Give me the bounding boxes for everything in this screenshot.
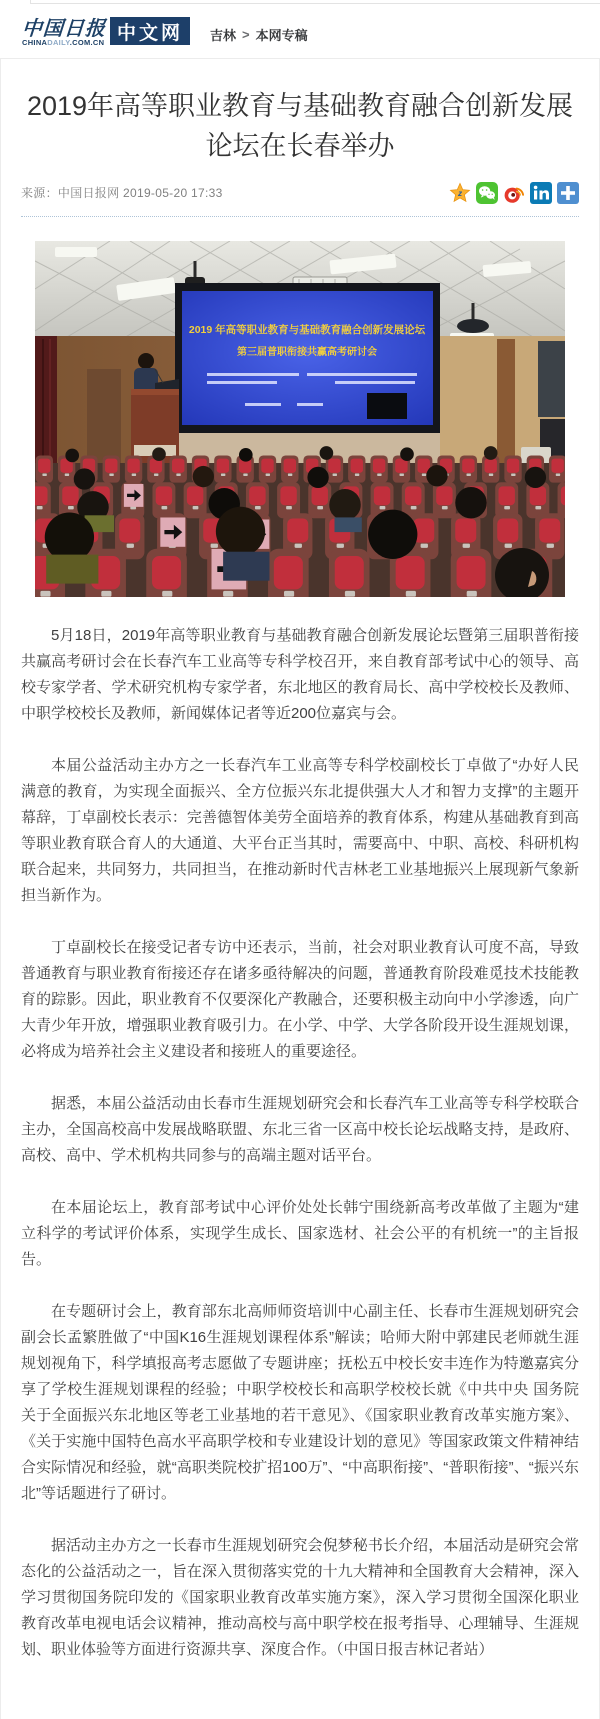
photo-projection-screen bbox=[175, 283, 440, 433]
article-paragraph: 5月18日，2019年高等职业教育与基础教育融合创新发展论坛暨第三届职普衔接共赢高考研讨会在长春汽车工业高等专科学校召开，来自教育部考试中心的领导、高校专家学者、学术研究机构专家学者，东北地区的教育局长、高中学校校长及教师、中职学校校长及教师，新闻媒体记者等近200位嘉宾与会。 bbox=[21, 627, 579, 722]
screen-title-line2: 第三届普职衔接共赢高考研讨会 bbox=[237, 347, 377, 358]
article-source: 来源：中国日报网 2019-05-20 17:33 bbox=[21, 186, 223, 200]
article-body bbox=[1, 597, 599, 1719]
article-paragraph: 丁卓副校长在接受记者专访中还表示，当前，社会对职业教育认可度不高，导致普通教育与职业教育衔接还存在诸多亟待解决的问题，普通教育阶段难觅技术技能教育的踪影。因此，职业教育不仅要深化产教融合，还要积极主动向中小学渗透，向广大青少年开放，增强职业教育吸引力。在小学、中学、大学各阶段开设生涯规划课，必将成为培养社会主义建设者和接班人的重要途径。 bbox=[21, 939, 579, 1060]
article-paragraph: 本届公益活动主办方之一长春汽车工业高等专科学校副校长丁卓做了“办好人民满意的教育，为实现全面振兴、全方位振兴东北提供强大人才和智力支撑”的主题开幕辞，丁卓副校长表示：完善德智体美劳全面培养的教育体系，构建从基础教育到高等职业教育联合育人的大通道、大平台正当其时，需要高中、中职、高校、科研机构联合起来，共同努力，共同担当，在推动新时代吉林老工业基地振兴上展现新气象新担当新作为。 bbox=[21, 757, 579, 904]
page-title: 2019年高等职业教育与基础教育融合创新发展论坛在长春举办 bbox=[26, 91, 574, 161]
breadcrumb bbox=[210, 21, 308, 44]
logo-url-text: CHINADAILY.COM.CN bbox=[22, 38, 105, 47]
article-meta-row bbox=[21, 182, 579, 217]
article-photo bbox=[35, 241, 565, 597]
breadcrumb-page-special[interactable]: 本网专稿 bbox=[255, 27, 308, 43]
site-header bbox=[0, 4, 600, 58]
linkedin-share-icon[interactable] bbox=[530, 182, 552, 204]
breadcrumb-section-jilin[interactable]: 吉林 bbox=[210, 27, 237, 43]
weibo-share-icon[interactable] bbox=[503, 182, 525, 204]
article-paragraph: 据悉，本届公益活动由长春市生涯规划研究会和长春汽车工业高等专科学校联合主办，全国高校高中发展战略联盟、东北三省一区高中校长论坛战略支持，是政府、高校、高中、学术机构共同参与的高端主题对话平台。 bbox=[21, 1095, 579, 1164]
screen-title-line1: 2019 年高等职业教育与基础教育融合创新发展论坛 bbox=[188, 324, 426, 336]
logo-site-badge: 中文网 bbox=[110, 17, 190, 45]
screen-video-window bbox=[367, 393, 407, 419]
share-toolbar bbox=[449, 182, 579, 204]
svg-text:z: z bbox=[457, 189, 463, 199]
qzone-share-icon[interactable] bbox=[449, 182, 471, 204]
logo-calligraphy bbox=[22, 17, 106, 47]
breadcrumb-separator: > bbox=[242, 26, 250, 42]
share-more-icon[interactable] bbox=[557, 182, 579, 204]
article-paragraph: 据活动主办方之一长春市生涯规划研究会倪梦秘书长介绍，本届活动是研究会常态化的公益活动之一，旨在深入贯彻落实党的十九大精神和全国教育大会精神，深入学习贯彻国务院印发的《国家职业教育改革实施方案》，深入学习贯彻全国深化职业教育改革电视电话会议精神，推动高校与高中职学校在报考指导、心理辅导、生涯规划、职业体验等方面进行资源共享、深度合作。（中国日报吉林记者站） bbox=[21, 1537, 579, 1658]
logo-cn-text: 中国日报 bbox=[21, 16, 107, 40]
article-paragraph: 在专题研讨会上，教育部东北高师师资培训中心副主任、长春市生涯规划研究会副会长孟繁胜做了“中国K16生涯规划课程体系”解读；哈师大附中郭建民老师就生涯规划视角下，科学填报高考志愿做了专题讲座；抚松五中校长安丰连作为特邀嘉宾分享了学校生涯规划课程的经验；中职学校校长和高职学校校长就《中共中央 国务院关于全面振兴东北地区等老工业基地的若干意见》、《国家职业教育改革实施方案》、《关于实施中国特色高水平高职学校和专业建设计划的意见》等国家政策文件精神结合实际情况和经验，就“高职类院校扩招100万”、“中高职衔接”、“普职衔接”、“振兴东北”等话题进行了研讨。 bbox=[21, 1303, 579, 1502]
photo-audience bbox=[35, 446, 565, 597]
chinadaily-logo[interactable] bbox=[22, 17, 190, 47]
article-container bbox=[0, 58, 600, 1719]
wechat-share-icon[interactable] bbox=[476, 182, 498, 204]
article-paragraph: 在本届论坛上，教育部考试中心评价处处长韩宁围绕新高考改革做了主题为“建立科学的考试评价体系，实现学生成长、国家选材、社会公平的有机统一”的主旨报告。 bbox=[21, 1199, 579, 1268]
